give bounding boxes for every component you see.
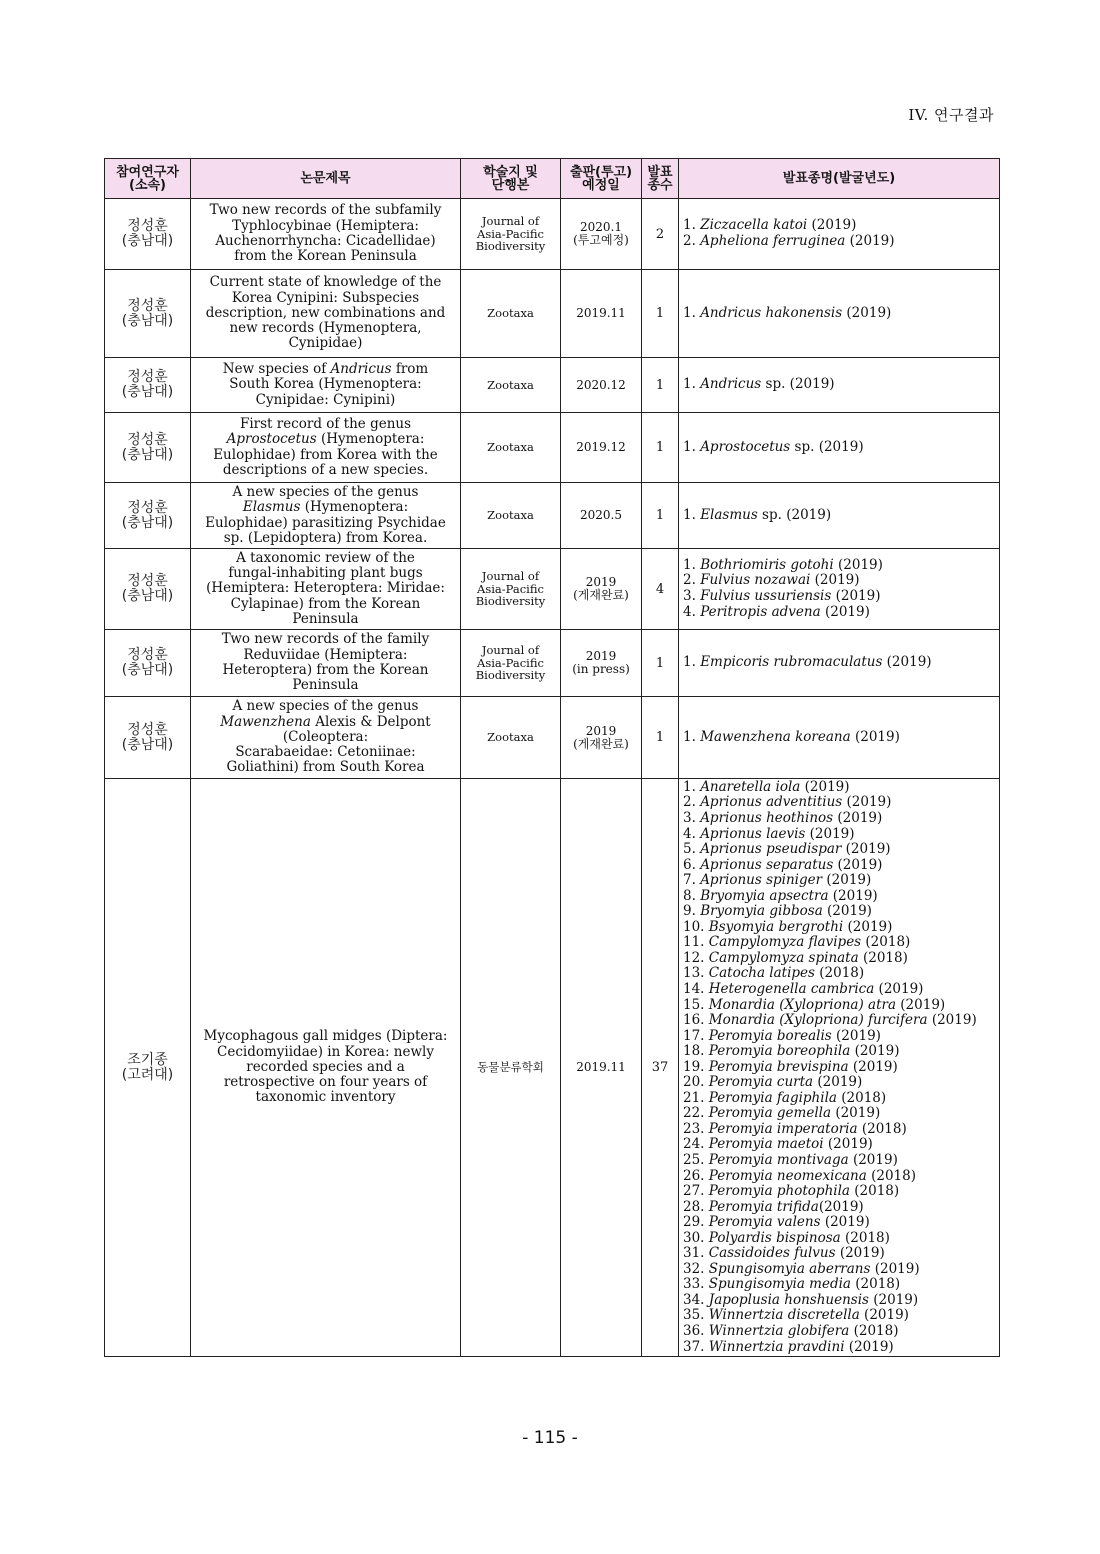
species-list-item: 13. Catocha latipes (2018) [683,965,865,982]
paper-title-line: Heteroptera) from the Korean [222,662,429,678]
species-list-item: 24. Peromyia maetoi (2019) [683,1136,873,1153]
species-list-item: 5. Aprionus pseudispar (2019) [683,841,891,858]
publication-date-cell: 2020.12 [561,358,642,413]
species-list-item: 32. Spungisomyia aberrans (2019) [683,1260,920,1277]
paper-title-line: Cynipidae) [288,335,363,352]
species-list-item: 4. Aprionus laevis (2019) [683,825,855,842]
paper-title-line: from the Korean Peninsula [234,248,417,265]
paper-title-cell [191,549,461,630]
species-list-cell [679,358,1000,413]
species-list-item: 31. Cassidoides fulvus (2019) [683,1245,885,1262]
species-list-item: 1. Andricus sp. (2019) [683,376,835,393]
researcher-cell: 정성훈 (충남대) [105,630,191,697]
species-list-item: 16. Monardia (Xylopriona) furcifera (2019) [683,1012,977,1029]
species-list-item: 11. Campylomyza flavipes (2018) [683,934,911,951]
species-list-item: 1. Anaretella iola (2019) [683,778,850,795]
paper-title-line: A new species of the genus [232,483,419,500]
species-list-item: 3. Fulvius ussuriensis (2019) [683,588,881,604]
date-column-header: 출판(투고) 예정일 [561,159,642,199]
paper-title-cell [191,697,461,779]
species-list-item: 17. Peromyia borealis (2019) [683,1027,881,1044]
species-count-cell: 1 [642,413,679,483]
species-list-item: 2. Aprionus adventitius (2019) [683,794,892,811]
researcher-cell: 정성훈 (충남대) [105,483,191,549]
paper-title-line: Two new records of the subfamily [209,202,442,219]
paper-title-line: A taxonomic review of the [236,549,415,566]
paper-title-line: taxonomic inventory [255,1089,396,1106]
table-row [105,697,1000,779]
paper-title-cell [191,358,461,413]
count-column-header: 발표 종수 [642,159,679,199]
species-count-cell: 1 [642,270,679,358]
paper-title-line: description, new combinations and [205,304,446,321]
species-list-item: 15. Monardia (Xylopriona) atra (2019) [683,996,946,1013]
species-count-cell: 37 [642,779,679,1357]
paper-title-line: recorded species and a [246,1058,405,1075]
publication-date-cell: 2019 (게재완료) [561,697,642,779]
species-list-cell [679,630,1000,697]
species-list-item: 35. Winnertzia discretella (2019) [683,1307,909,1324]
journal-cell: Journal of Asia-Pacific Biodiversity [461,549,561,630]
running-header: IV. 연구결과 [908,106,994,124]
species-count-cell: 1 [642,697,679,779]
species-list-item: 9. Bryomyia gibbosa (2019) [683,903,872,920]
researcher-cell: 정성훈 (충남대) [105,413,191,483]
species-list-item: 27. Peromyia photophila (2018) [683,1183,900,1200]
paper-title-line: Cynipidae: Cynipini) [255,391,396,408]
species-count-cell: 1 [642,358,679,413]
species-count-cell: 1 [642,483,679,549]
paper-title-cell [191,199,461,270]
paper-title-line: Scarabaeidae: Cetoniinae: [235,744,416,761]
species-list-item: 12. Campylomyza spinata (2018) [683,949,908,966]
species-list-item: 1. Ziczacella katoi (2019) [683,217,857,234]
table-row [105,413,1000,483]
researcher-column-header: 참여연구자 (소속) [105,159,191,199]
paper-title-cell [191,270,461,358]
journal-cell: 동물분류학회 [461,779,561,1357]
paper-title-line: Reduviidae (Hemiptera: [243,646,408,663]
journal-cell: Zootaxa [461,483,561,549]
paper-title-line: (Coleoptera: [282,728,369,745]
table-row [105,199,1000,270]
journal-cell: Journal of Asia-Pacific Biodiversity [461,199,561,270]
species-list-item: 4. Peritropis advena (2019) [683,603,870,620]
page-number: - 115 - [522,1428,578,1448]
species-list-item: 19. Peromyia brevispina (2019) [683,1058,898,1075]
paper-title-line: Goliathini) from South Korea [226,759,425,776]
paper-title-line: Cylapinae) from the Korean [230,595,421,612]
species-list-item: 3. Aprionus heothinos (2019) [683,809,883,826]
species-list-cell [679,483,1000,549]
publications-table [104,158,1000,1357]
paper-title-line: Current state of knowledge of the [209,274,442,291]
species-list-item: 1. Bothriomiris gotohi (2019) [683,556,883,573]
researcher-cell: 정성훈 (충남대) [105,697,191,779]
species-list-item: 26. Peromyia neomexicana (2018) [683,1167,916,1184]
species-list-item: 22. Peromyia gemella (2019) [683,1105,881,1122]
species-list-item: 33. Spungisomyia media (2018) [683,1276,901,1293]
paper-title-cell [191,483,461,549]
paper-title-line: (Hemiptera: Heteroptera: Miridae: [206,580,445,597]
species-list-item: 1. Aprostocetus sp. (2019) [683,438,864,455]
paper-title-line: First record of the genus [239,415,412,432]
species-list-item: 1. Empicoris rubromaculatus (2019) [683,654,932,671]
species-list-item: 2. Fulvius nozawai (2019) [683,572,860,589]
publication-date-cell: 2019.11 [561,779,642,1357]
paper-title-line: Eulophidae) from Korea with the [213,446,438,463]
species-list-item: 34. Japoplusia honshuensis (2019) [683,1291,919,1308]
paper-title-line: retrospective on four years of [223,1074,428,1091]
paper-title-line: Auchenorrhyncha: Cicadellidae) [215,233,436,249]
species-list-item: 8. Bryomyia apsectra (2019) [683,887,878,904]
researcher-cell: 정성훈 (충남대) [105,549,191,630]
species-count-cell: 4 [642,549,679,630]
publication-date-cell: 2019.11 [561,270,642,358]
publication-date-cell: 2019 (in press) [561,630,642,697]
paper-title-line: South Korea (Hymenoptera: [229,376,422,393]
species-list-item: 36. Winnertzia globifera (2018) [683,1323,899,1340]
species-list-item: 14. Heterogenella cambrica (2019) [683,980,924,997]
species-list-item: 1. Elasmus sp. (2019) [683,506,832,523]
publication-date-cell: 2020.5 [561,483,642,549]
researcher-cell: 조기종 (고려대) [105,779,191,1357]
species-list-cell [679,413,1000,483]
species-column-header: 발표종명(발굴년도) [679,159,1000,199]
journal-cell: Zootaxa [461,270,561,358]
paper-title-line: Peninsula [292,610,359,627]
species-list-item: 21. Peromyia fagiphila (2018) [683,1089,887,1106]
researcher-cell: 정성훈 (충남대) [105,199,191,270]
species-list-item: 18. Peromyia boreophila (2019) [683,1043,900,1060]
paper-title-line: sp. (Lepidoptera) from Korea. [223,529,428,546]
paper-title-line: descriptions of a new species. [222,461,429,478]
species-count-cell: 2 [642,199,679,270]
species-list-item: 37. Winnertzia pravdini (2019) [683,1338,894,1355]
paper-title-line: Mawenzhena Alexis & Delpont [220,713,431,730]
paper-title-line: fungal-inhabiting plant bugs [228,565,423,582]
species-list-item: 28. Peromyia trifida(2019) [683,1198,864,1215]
paper-title-line: Mycophagous gall midges (Diptera: [203,1028,448,1045]
table-row [105,358,1000,413]
paper-title-line: new records (Hymenoptera, [229,320,422,337]
species-list-cell [679,199,1000,270]
paper-title-cell [191,630,461,697]
species-list-item: 6. Aprionus separatus (2019) [683,856,883,873]
species-list-item: 20. Peromyia curta (2019) [683,1074,863,1091]
paper-title-line: Cecidomyiidae) in Korea: newly [217,1043,434,1060]
species-list-item: 23. Peromyia imperatoria (2018) [683,1120,907,1137]
species-count-cell: 1 [642,630,679,697]
species-list-cell [679,779,1000,1357]
paper-title-line: Typhlocybinae (Hemiptera: [232,217,419,234]
paper-title-cell [191,413,461,483]
paper-title-cell [191,779,461,1357]
species-list-cell [679,270,1000,358]
paper-title-line: Eulophidae) parasitizing Psychidae [205,514,446,531]
species-list-item: 2. Apheliona ferruginea (2019) [683,233,895,249]
species-list-cell [679,549,1000,630]
journal-column-header: 학술지 및 단행본 [461,159,561,199]
publication-date-cell: 2019.12 [561,413,642,483]
species-list-item: 1. Andricus hakonensis (2019) [683,304,892,321]
paper-title-line: Peninsula [292,677,359,694]
species-list-item: 1. Mawenzhena koreana (2019) [683,728,900,745]
paper-title-line: Elasmus (Hymenoptera: [242,499,409,516]
publication-date-cell: 2020.1 (투고예정) [561,199,642,270]
journal-cell: Journal of Asia-Pacific Biodiversity [461,630,561,697]
table-row [105,483,1000,549]
species-list-item: 10. Bsyomyia bergrothi (2019) [683,918,893,935]
table-row [105,630,1000,697]
researcher-cell: 정성훈 (충남대) [105,358,191,413]
researcher-cell: 정성훈 (충남대) [105,270,191,358]
paper-title-line: Two new records of the family [221,631,430,648]
journal-cell: Zootaxa [461,413,561,483]
species-list-item: 29. Peromyia valens (2019) [683,1214,870,1231]
species-list-item: 7. Aprionus spiniger (2019) [683,872,872,889]
journal-cell: Zootaxa [461,358,561,413]
title-column-header: 논문제목 [191,159,461,199]
table-row [105,270,1000,358]
species-list-cell [679,697,1000,779]
paper-title-line: A new species of the genus [232,698,419,715]
paper-title-line: Korea Cynipini: Subspecies [231,289,420,306]
journal-cell: Zootaxa [461,697,561,779]
species-list-item: 25. Peromyia montivaga (2019) [683,1152,898,1168]
species-list-item: 30. Polyardis bispinosa (2018) [683,1229,890,1246]
table-header-row [105,159,1000,199]
table-row [105,779,1000,1357]
paper-title-line: New species of Andricus from [222,361,429,378]
publication-date-cell: 2019 (게재완료) [561,549,642,630]
table-row [105,549,1000,630]
paper-title-line: Aprostocetus (Hymenoptera: [226,431,425,448]
